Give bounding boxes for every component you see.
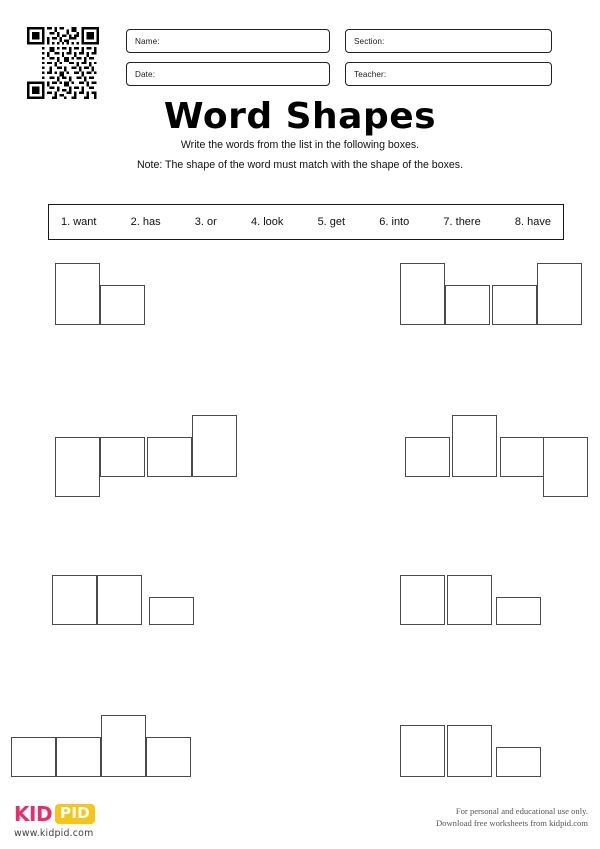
- letter-box[interactable]: [400, 263, 445, 325]
- word-list-item: 1. want: [61, 216, 97, 228]
- letter-box[interactable]: [149, 597, 194, 625]
- worksheet-footer: [0, 795, 600, 849]
- logo-url: www.kidpid.com: [14, 828, 94, 839]
- teacher-field-label: Teacher:: [354, 69, 387, 79]
- word-list-item: 5. get: [317, 216, 346, 228]
- letter-box[interactable]: [147, 437, 192, 477]
- letter-box[interactable]: [97, 575, 142, 625]
- teacher-field[interactable]: [345, 62, 552, 86]
- letter-box[interactable]: [400, 725, 445, 777]
- letter-box[interactable]: [447, 725, 492, 777]
- letter-box[interactable]: [400, 575, 445, 625]
- letter-box[interactable]: [500, 437, 545, 477]
- section-field[interactable]: [345, 29, 552, 53]
- word-list-item: 2. has: [130, 216, 161, 228]
- word-list-item: 4. look: [250, 216, 284, 228]
- footer-usage-note: [436, 805, 588, 830]
- name-field[interactable]: [126, 29, 330, 53]
- letter-box[interactable]: [56, 737, 101, 777]
- letter-box[interactable]: [52, 575, 97, 625]
- logo-pid-badge: PID: [55, 804, 95, 824]
- page-title: Word Shapes: [163, 96, 437, 137]
- logo-kid-text: KID: [14, 802, 53, 826]
- letter-box[interactable]: [447, 575, 492, 625]
- date-field[interactable]: [126, 62, 330, 86]
- letter-box[interactable]: [100, 285, 145, 325]
- letter-box[interactable]: [405, 437, 450, 477]
- word-list-item: 6. into: [379, 216, 410, 228]
- date-field-label: Date:: [135, 69, 156, 79]
- letter-box[interactable]: [537, 263, 582, 325]
- word-list-item: 3. or: [194, 216, 217, 228]
- letter-box[interactable]: [543, 437, 588, 497]
- letter-box[interactable]: [445, 285, 490, 325]
- letter-box[interactable]: [492, 285, 537, 325]
- letter-box[interactable]: [496, 747, 541, 777]
- worksheet-header: [0, 0, 600, 92]
- word-list-item: 8. have: [514, 216, 551, 228]
- letter-box[interactable]: [55, 263, 100, 325]
- letter-box[interactable]: [192, 415, 237, 477]
- letter-box[interactable]: [452, 415, 497, 477]
- word-list-item: 7. there: [443, 216, 481, 228]
- section-field-label: Section:: [354, 36, 385, 46]
- footer-note-line-2: Download free worksheets from kidpid.com: [435, 818, 588, 829]
- letter-box[interactable]: [146, 737, 191, 777]
- letter-box[interactable]: [101, 715, 146, 777]
- letter-box[interactable]: [496, 597, 541, 625]
- letter-box[interactable]: [100, 437, 145, 477]
- name-field-label: Name:: [135, 36, 160, 46]
- letter-box[interactable]: [11, 737, 56, 777]
- note-line: Note: The shape of the word must match with the shape of the boxes.: [136, 159, 464, 171]
- instructions-line: Write the words from the list in the following boxes.: [180, 139, 420, 151]
- word-list-band: [48, 204, 564, 240]
- qr-code-icon: [27, 27, 99, 99]
- kidpid-logo[interactable]: [14, 803, 134, 839]
- footer-note-line-1: For personal and educational use only.: [455, 806, 588, 816]
- word-shapes-grid: [0, 240, 600, 795]
- letter-box[interactable]: [55, 437, 100, 497]
